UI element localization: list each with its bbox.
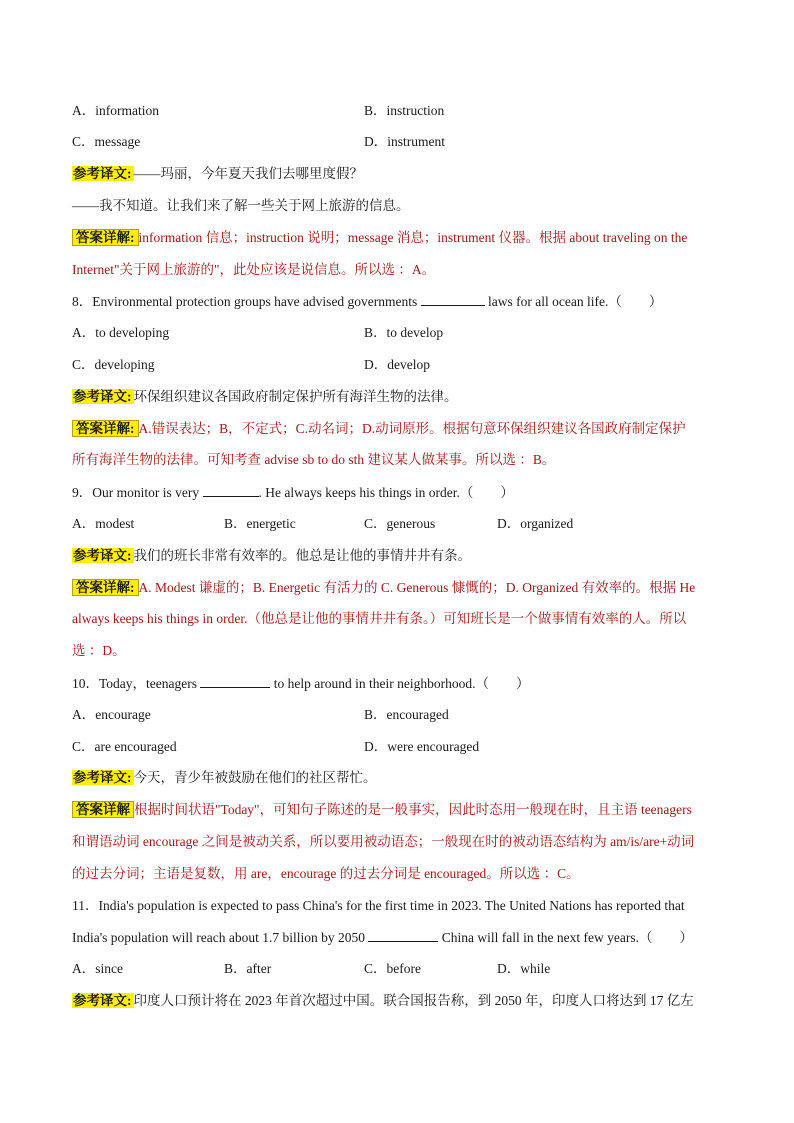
q7-translation [72, 164, 722, 184]
q10-stem-part-1: 10．Today，teenagers [72, 676, 201, 691]
q8-answer-blank [421, 291, 485, 306]
translation-label: 参考译文: [73, 166, 132, 181]
q11-option-b: B．after [224, 961, 272, 976]
q10-option-c: C．are encouraged [72, 739, 177, 754]
q10-detail [72, 800, 722, 820]
q9-stem [72, 482, 722, 503]
q9-detail [72, 578, 722, 598]
q11-stem-line-1: 11．India's population is expected to pass China's for the first time in 2023. The United Nations has reported that [72, 898, 685, 913]
q10-stem-part-2: to help around in their neighborhood.（ ） [270, 676, 530, 691]
q10-detail-text-1: 根据时间状语"Today"，可知句子陈述的是一般事实，因此时态用一般现在时，且主语 teenagers [134, 802, 692, 817]
translation-label: 参考译文: [73, 389, 132, 404]
detail-label: 答案详解: [72, 420, 139, 437]
q8-translation-text: 环保组织建议各国政府制定保护所有海洋生物的法律。 [133, 389, 458, 404]
q9-answer-blank [203, 482, 259, 497]
q11-stem-part-2: China will fall in the next few years.（ ） [438, 930, 693, 945]
q10-option-d: D．were encouraged [364, 739, 480, 754]
q10-translation-text: 今天，青少年被鼓励在他们的社区帮忙。 [133, 770, 377, 785]
translation-label: 参考译文: [73, 993, 132, 1008]
q7-translation-line-2: ——我不知道。让我们来了解一些关于网上旅游的信息。 [72, 198, 410, 213]
q8-option-b: B．to develop [364, 325, 444, 340]
q10-answer-blank [200, 673, 270, 688]
q9-option-d: D．organized [497, 516, 574, 531]
q7-detail-text-1: information 信息；instruction 说明；message 消息；instrument 仪器。根据 about traveling on the [138, 230, 688, 245]
q7-translation-text-1: ——玛丽，今年夏天我们去哪里度假？ [133, 166, 363, 181]
q11-option-d: D．while [497, 961, 551, 976]
q10-translation [72, 768, 722, 788]
q8-stem [72, 291, 722, 312]
q8-detail-text-1: A.错误表达；B，不定式；C.动名词；D.动词原形。根据句意环保组织建议各国政府制定保护 [138, 421, 686, 436]
q11-stem-line-2 [72, 927, 722, 948]
q9-translation-text: 我们的班长非常有效率的。他总是让他的事情井井有条。 [133, 548, 471, 563]
q10-option-a: A．encourage [72, 707, 151, 722]
translation-label: 参考译文: [73, 770, 132, 785]
q8-detail-line-2: 所有海洋生物的法律。可知考查 advise sb to do sth 建议某人做某事。所以选 ：B。 [72, 452, 556, 467]
q9-option-b: B．energetic [224, 516, 296, 531]
q8-translation [72, 387, 722, 407]
detail-label: 答案详解: [72, 229, 139, 246]
q10-detail-line-2: 和谓语动词 encourage 之间是被动关系，所以要用被动语态；一般现在时的被动语态结构为 am/is/are+动词 [72, 834, 695, 849]
q8-option-d: D．develop [364, 357, 430, 372]
translation-label: 参考译文: [73, 548, 132, 563]
q8-detail [72, 419, 722, 439]
q7-option-b: B．instruction [364, 103, 445, 118]
q7-option-d: D．instrument [364, 134, 445, 149]
q7-detail [72, 228, 722, 248]
q11-translation [72, 991, 722, 1011]
q9-stem-part-1: 9．Our monitor is very [72, 485, 203, 500]
q9-option-a: A．modest [72, 516, 135, 531]
q11-stem-part-1: India's population will reach about 1.7 billion by 2050 [72, 930, 369, 945]
q11-translation-text: 印度人口预计将在 2023 年首次超过中国。联合国报告称，到 2050 年，印度人口将达到 17 亿左 [133, 993, 694, 1008]
q11-option-c: C．before [364, 961, 421, 976]
q7-option-a: A．information [72, 103, 159, 118]
q11-answer-blank [368, 927, 438, 942]
q8-stem-part-2: laws for all ocean life.（ ） [484, 294, 663, 309]
q8-option-a: A．to developing [72, 325, 170, 340]
q9-detail-text-1: A. Modest 谦虚的；B. Energetic 有活力的 C. Generous 慷慨的；D. Organized 有效率的。根据 He [138, 580, 696, 595]
q9-option-c: C．generous [364, 516, 436, 531]
q10-detail-line-3: 的过去分词；主语是复数，用 are，encourage 的过去分词是 encouraged。所以选 ：C。 [72, 866, 580, 881]
q11-option-a: A．since [72, 961, 123, 976]
q8-option-c: C．developing [72, 357, 155, 372]
q10-stem [72, 673, 722, 694]
q9-stem-part-2: . He always keeps his things in order.（ ） [258, 485, 514, 500]
detail-label: 答案详解 [72, 801, 134, 818]
q8-stem-part-1: 8．Environmental protection groups have advised governments [72, 294, 421, 309]
q7-detail-line-2: Internet"关于网上旅游的"，此处应该是说信息。所以选 ：A。 [72, 262, 436, 277]
q9-translation [72, 546, 722, 566]
detail-label: 答案详解: [72, 579, 139, 596]
q7-option-c: C．message [72, 134, 141, 149]
q9-detail-line-2: always keeps his things in order.（他总是让他的事情井井有条。）可知班长是一个做事情有效率的人。所以 [72, 611, 687, 626]
q10-option-b: B．encouraged [364, 707, 449, 722]
q9-detail-line-3: 选 ：D。 [72, 643, 126, 658]
